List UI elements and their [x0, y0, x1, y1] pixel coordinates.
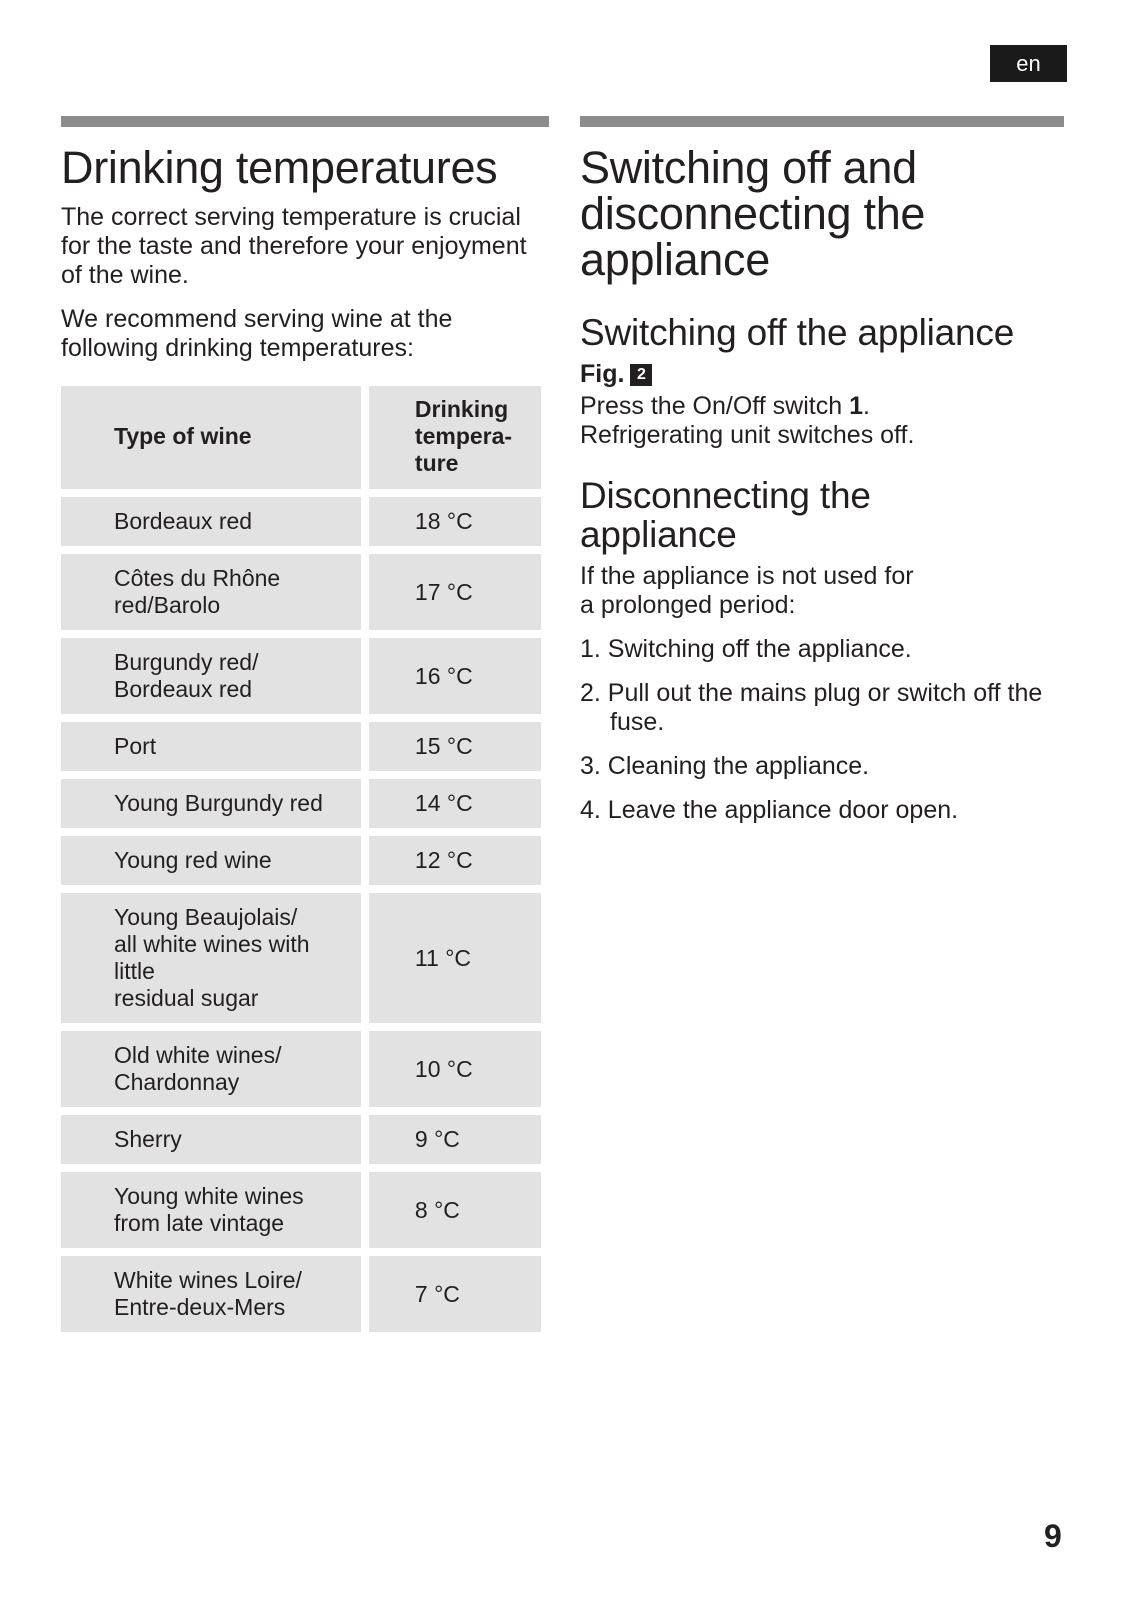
wine-type-cell: Côtes du Rhône red/Barolo: [61, 554, 361, 630]
temperature-cell: 18 °C: [369, 497, 541, 546]
press-end: .: [863, 392, 870, 420]
step-item: 2. Pull out the mains plug or switch off the fuse.: [580, 679, 1043, 736]
fig-label: Fig.: [580, 360, 625, 388]
table-row: [61, 779, 541, 828]
temperature-cell: 15 °C: [369, 722, 541, 771]
table-row: [61, 1256, 541, 1332]
intro-paragraph: The correct serving temperature is crucial for the taste and therefore your enjoyment of the wine.: [61, 203, 527, 289]
wine-type-cell: Burgundy red/ Bordeaux red: [61, 638, 361, 714]
section-rule: [580, 116, 1064, 127]
temperature-cell: 10 °C: [369, 1031, 541, 1107]
fig-number-badge: 2: [630, 364, 652, 386]
table-row: [61, 1172, 541, 1248]
temperature-cell: 7 °C: [369, 1256, 541, 1332]
section-title: Switching off and disconnecting the appliance: [580, 142, 926, 285]
result-text: Refrigerating unit switches off.: [580, 421, 915, 449]
table-row: [61, 497, 541, 546]
temperature-cell: 11 °C: [369, 893, 541, 1023]
figure-reference: [580, 360, 1064, 389]
wine-type-cell: Sherry: [61, 1115, 361, 1164]
language-tab: en: [990, 45, 1067, 82]
wine-temperature-table: [53, 378, 549, 1340]
switch-off-instructions: [580, 392, 1064, 450]
temperature-cell: 9 °C: [369, 1115, 541, 1164]
disconnect-intro: If the appliance is not used for a prolonged period:: [580, 562, 914, 619]
disconnect-section: [580, 476, 1064, 825]
temperature-cell: 12 °C: [369, 836, 541, 885]
wine-type-cell: Young Beaujolais/ all white wines with little residual sugar: [61, 893, 361, 1023]
table-row: [61, 893, 541, 1023]
left-column: [61, 116, 549, 1340]
table-row: [61, 1115, 541, 1164]
wine-type-cell: Young Burgundy red: [61, 779, 361, 828]
page-number: 9: [1044, 1518, 1062, 1554]
wine-type-cell: Young red wine: [61, 836, 361, 885]
temperature-cell: 16 °C: [369, 638, 541, 714]
section-rule: [61, 116, 549, 127]
table-row: [61, 554, 541, 630]
switch-off-heading: Switching off the appliance: [580, 312, 1015, 353]
table-row: [61, 722, 541, 771]
step-item: 1. Switching off the appliance.: [580, 635, 912, 663]
step-item: 4. Leave the appliance door open.: [580, 796, 959, 824]
wine-type-cell: White wines Loire/ Entre-deux-Mers: [61, 1256, 361, 1332]
step-item: 3. Cleaning the appliance.: [580, 752, 870, 780]
table-row: [61, 836, 541, 885]
disconnect-steps: [580, 635, 1064, 825]
header-type-of-wine: Type of wine: [61, 386, 361, 489]
section-title: Drinking temperatures: [61, 142, 498, 193]
table-header-row: [61, 386, 541, 489]
temperature-cell: 8 °C: [369, 1172, 541, 1248]
temperature-cell: 17 °C: [369, 554, 541, 630]
wine-type-cell: Young white wines from late vintage: [61, 1172, 361, 1248]
table-body: [61, 497, 541, 1332]
switch-number: 1: [849, 392, 863, 420]
table-row: [61, 638, 541, 714]
wine-type-cell: Port: [61, 722, 361, 771]
press-text: Press the On/Off switch: [580, 392, 843, 420]
wine-type-cell: Old white wines/ Chardonnay: [61, 1031, 361, 1107]
wine-type-cell: Bordeaux red: [61, 497, 361, 546]
switch-off-section: [580, 313, 1064, 450]
right-column: [580, 116, 1064, 840]
recommend-paragraph: We recommend serving wine at the following drinking temperatures:: [61, 305, 453, 362]
disconnect-heading: Disconnecting the appliance: [580, 475, 871, 555]
temperature-cell: 14 °C: [369, 779, 541, 828]
header-drinking-temperature: Drinking tempera- ture: [369, 386, 541, 489]
table-row: [61, 1031, 541, 1107]
